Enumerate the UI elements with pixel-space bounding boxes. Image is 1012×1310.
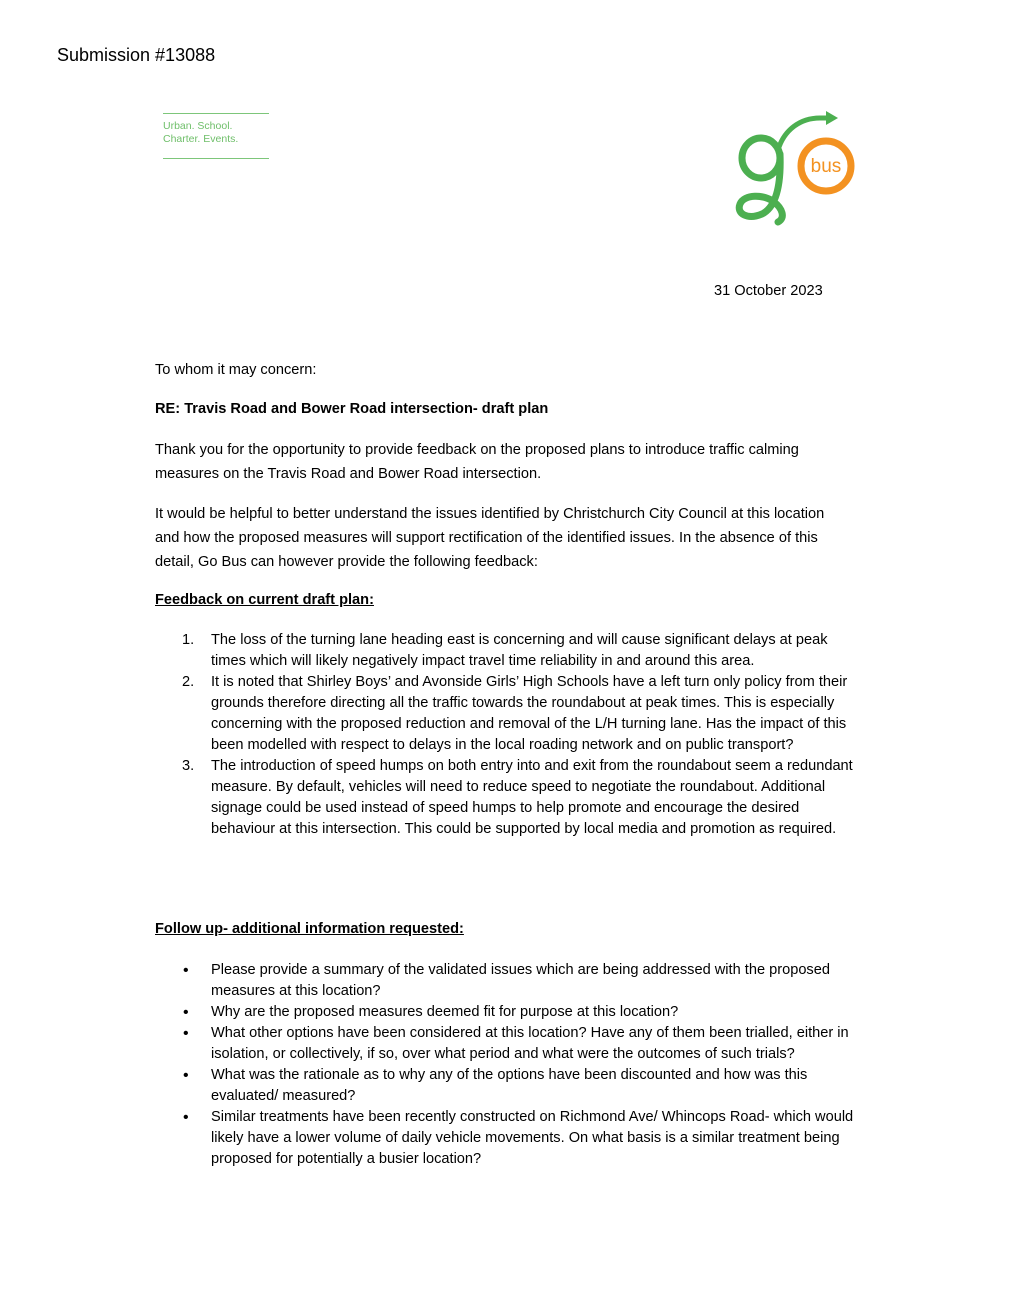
feedback-item-text: The loss of the turning lane heading east is concerning and will cause significant delays at peak times which will likely negatively impact travel time reliability in and around this area. [211,632,828,669]
feedback-list [155,630,860,840]
logo-arrow-head [826,111,838,125]
company-tagline [163,113,269,159]
go-bus-logo [734,110,860,226]
bullet: • [183,1109,189,1126]
tagline-line-1: Urban. School. [163,120,233,132]
bullet: • [183,962,189,979]
followup-item [155,1002,860,1023]
feedback-item-text: It is noted that Shirley Boys’ and Avonside Girls’ High Schools have a left turn only policy from their grounds therefore directing all the traffic towards the roundabout at peak times. This is especially concerning with the proposed reduction and removal of the L/H turning lane. Has the impact of this been modelled with respect to delays in the local roading network and on public transport? [211,674,848,753]
feedback-heading: Feedback on current draft plan: [155,592,374,608]
logo-g-bowl [742,138,780,178]
followup-item-text: What other options have been considered at this location? Have any of them been trialled, either in isolation, or collectively, if so, over what period and what were the outcomes of such trials? [211,1025,849,1062]
followup-heading: Follow up- additional information requested: [155,921,464,937]
feedback-item [155,756,860,840]
logo-bus-text: bus [810,156,842,177]
followup-item-text: What was the rationale as to why any of the options have been discounted and how was this evaluated/ measured? [211,1067,808,1104]
followup-item [155,1065,860,1107]
intro-paragraph: Thank you for the opportunity to provide feedback on the proposed plans to introduce traffic calming measures on the Travis Road and Bower Road intersection. [155,442,799,482]
subject-line: RE: Travis Road and Bower Road intersection- draft plan [155,401,549,417]
followup-item [155,1023,860,1065]
followup-item-text: Why are the proposed measures deemed fit for purpose at this location? [211,1004,679,1020]
context-paragraph: It would be helpful to better understand the issues identified by Christchurch City Council at this location and how the proposed measures will support rectification of the identified issues. In the absence of this detail, Go Bus can however provide the following feedback: [155,506,825,570]
followup-item-text: Please provide a summary of the validated issues which are being addressed with the proposed measures at this location? [211,962,830,999]
followup-item [155,1107,860,1170]
list-number: 3. [182,758,195,774]
submission-number: Submission #13088 [57,45,216,65]
feedback-item [155,672,860,756]
list-number: 2. [182,674,195,690]
followup-item-text: Similar treatments have been recently constructed on Richmond Ave/ Whincops Road- which would likely have a lower volume of daily vehicle movements. On what basis is a similar treatment being proposed for potentially a busier location? [211,1109,854,1167]
feedback-item-text: The introduction of speed humps on both entry into and exit from the roundabout seem a redundant measure. By default, vehicles will need to reduce speed to negotiate the roundabout. Additional signage could be used instead of speed humps to help promote and encourage the desired behaviour at this intersection. This could be supported by local media and promotion as required. [211,758,853,837]
tagline-line-2: Charter. Events. [163,133,239,145]
bullet: • [183,1004,189,1021]
feedback-item [155,630,860,672]
bullet: • [183,1025,189,1042]
followup-list [155,960,860,1170]
salutation: To whom it may concern: [155,362,317,378]
followup-item [155,960,860,1002]
list-number: 1. [182,632,195,648]
letter-date: 31 October 2023 [714,283,823,299]
bullet: • [183,1067,189,1084]
